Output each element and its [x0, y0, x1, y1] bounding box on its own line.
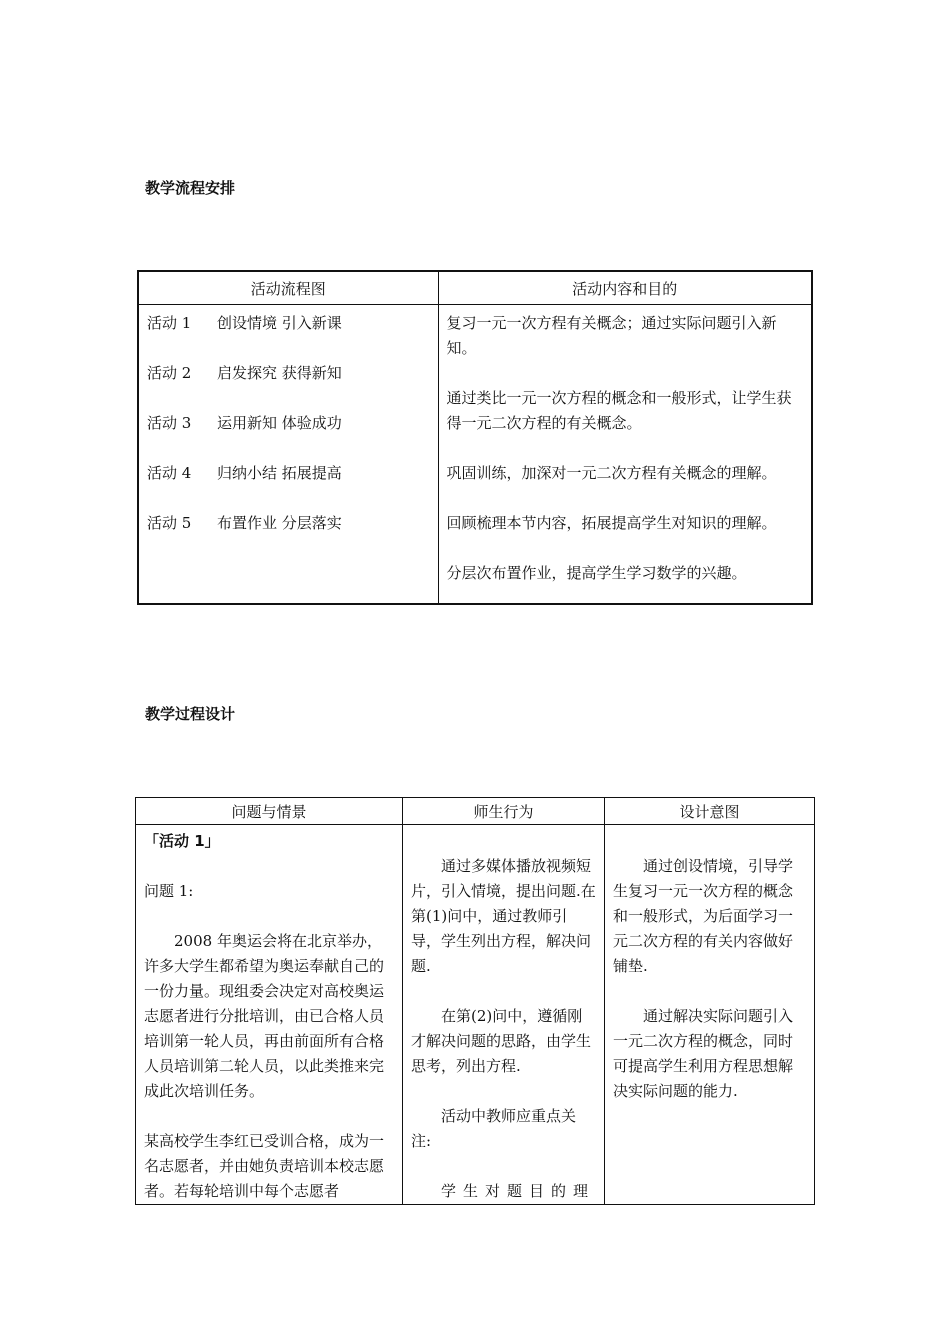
- section-title-process: 教学过程设计: [145, 705, 236, 723]
- scenario-paragraph: 2008 年奥运会将在北京举办，许多大学生都希望为奥运奉献自己的一份力量。现组委会决定对高校奥运志愿者进行分批培训，由已合格人员培训第一轮人员，再由前面所有合格人员培训第二轮人员，以此类推来完成此次培训任务。: [144, 932, 385, 1100]
- goal-item: 复习一元一次方程有关概念；通过实际问题引入新知。: [446, 314, 777, 357]
- behavior-cell: [403, 825, 605, 1205]
- intent-paragraph: 通过创设情境，引导学生复习一元一次方程的概念和一般形式，为后面学习一元二次方程的有关内容做好铺垫.: [613, 857, 794, 975]
- goal-item: 回顾梳理本节内容，拓展提高学生对知识的理解。: [446, 514, 777, 532]
- behavior-paragraph: 活动中教师应重点关注:: [411, 1107, 577, 1150]
- behavior-paragraph: 在第(2)问中，遵循刚才解决问题的思路，由学生思考，列出方程.: [411, 1007, 592, 1075]
- activity-item: 活动 4 归纳小结 拓展提高: [147, 464, 342, 482]
- activity-item: 活动 1 创设情境 引入新课: [147, 314, 342, 332]
- activity-flow-table: [137, 270, 813, 605]
- column-header-intent: 设计意图: [605, 798, 815, 825]
- scenario-paragraph: 某高校学生李红已受训合格，成为一名志愿者，并由她负责培训本校志愿者。若每轮培训中每个志愿者: [144, 1132, 385, 1200]
- column-header-goals: 活动内容和目的: [438, 271, 812, 305]
- goal-list: [438, 305, 812, 605]
- activity-label: 「活动 1」: [144, 832, 220, 850]
- goal-item: 通过类比一元一次方程的概念和一般形式，让学生获得一元二次方程的有关概念。: [446, 389, 792, 432]
- goal-item: 分层次布置作业，提高学生学习数学的兴趣。: [446, 564, 747, 582]
- goal-item: 巩固训练，加深对一元二次方程有关概念的理解。: [446, 464, 777, 482]
- activity-item: 活动 2 启发探究 获得新知: [147, 364, 342, 382]
- activity-item: 活动 5 布置作业 分层落实: [147, 514, 342, 532]
- teaching-process-table: [135, 797, 815, 1205]
- column-header-flow: 活动流程图: [138, 271, 438, 305]
- scenario-cell: [136, 825, 403, 1205]
- column-header-behavior: 师生行为: [403, 798, 605, 825]
- section-title-flow: 教学流程安排: [145, 179, 236, 197]
- column-header-scenario: 问题与情景: [136, 798, 403, 825]
- activity-list: [138, 305, 438, 605]
- activity-item: 活动 3 运用新知 体验成功: [147, 414, 342, 432]
- intent-paragraph: 通过解决实际问题引入一元二次方程的概念，同时可提高学生利用方程思想解决实际问题的能力.: [613, 1007, 794, 1100]
- intent-cell: [605, 825, 815, 1205]
- behavior-paragraph: 通过多媒体播放视频短片，引入情境，提出问题.在第(1)问中，通过教师引导，学生列出方程，解决问题.: [411, 857, 596, 975]
- behavior-paragraph: 学生对题目的理: [441, 1182, 596, 1200]
- question-label: 问题 1:: [144, 882, 194, 900]
